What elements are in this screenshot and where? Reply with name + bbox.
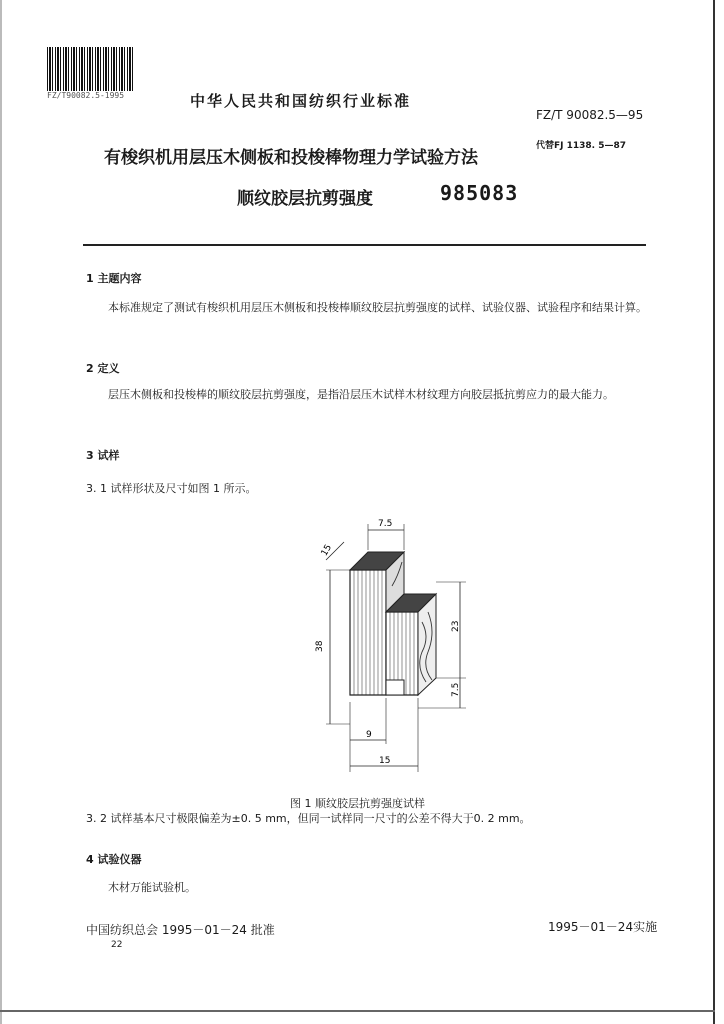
dim-bottom-inner: 9: [366, 730, 372, 740]
dim-diagonal: 15: [319, 543, 335, 558]
document-title: 有梭织机用层压木侧板和投梭棒物理力学试验方法: [104, 148, 478, 168]
specimen-figure: [300, 512, 500, 782]
barcode: [47, 47, 135, 91]
section-3-1-text: 3. 1 试样形状及尺寸如图 1 所示。: [86, 482, 257, 495]
dim-upper-step: 23: [451, 620, 461, 632]
section-4-body: 木材万能试验机。: [108, 881, 196, 894]
dim-top: 7.5: [378, 519, 393, 529]
section-2-body: 层压木侧板和投梭棒的顺纹胶层抗剪强度，是指沿层压木试样木材纹理方向胶层抵抗剪应力的最大能力。: [108, 388, 614, 401]
specimen-offset-side: [418, 594, 436, 695]
dim-bottom-total: 15: [379, 756, 391, 766]
scan-edge-left: [0, 0, 2, 1024]
section-2-heading: 2 定义: [86, 362, 120, 375]
section-1-body: 本标准规定了测试有梭织机用层压木侧板和投梭棒顺纹胶层抗剪强度的试样、试验仪器、试验程序和结果计算。: [108, 301, 647, 314]
replaces-standard: 代替FJ 1138. 5—87: [536, 141, 627, 151]
section-1-heading: 1 主题内容: [86, 272, 142, 285]
scan-edge-right: [713, 0, 715, 1024]
scan-edge-bottom: [0, 1010, 715, 1012]
section-4-heading: 4 试验仪器: [86, 853, 142, 866]
implementation-date: 1995－01－24实施: [548, 920, 658, 934]
document-subtitle: 顺纹胶层抗剪强度: [237, 189, 373, 209]
section-3-2-text: 3. 2 试样基本尺寸极限偏差为±0. 5 mm，但同一试样同一尺寸的公差不得大于0. 2 mm。: [86, 812, 531, 825]
specimen-front-face: [350, 570, 386, 695]
barcode-caption: FZ/T90082.5-1995: [47, 91, 125, 100]
page-number: 22: [111, 940, 123, 950]
stamped-number: 985083: [440, 181, 519, 205]
approval-line: 中国纺织总会 1995－01－24 批准: [86, 923, 275, 937]
figure-caption: 图 1 顺纹胶层抗剪强度试样: [290, 797, 425, 810]
section-3-heading: 3 试样: [86, 449, 120, 462]
header-rule: [83, 244, 646, 246]
dim-height-total: 38: [315, 640, 325, 652]
dim-lower-step: 7.5: [451, 682, 461, 697]
standard-code: FZ/T 90082.5—95: [536, 108, 644, 122]
standard-organization: 中华人民共和国纺织行业标准: [190, 92, 412, 110]
